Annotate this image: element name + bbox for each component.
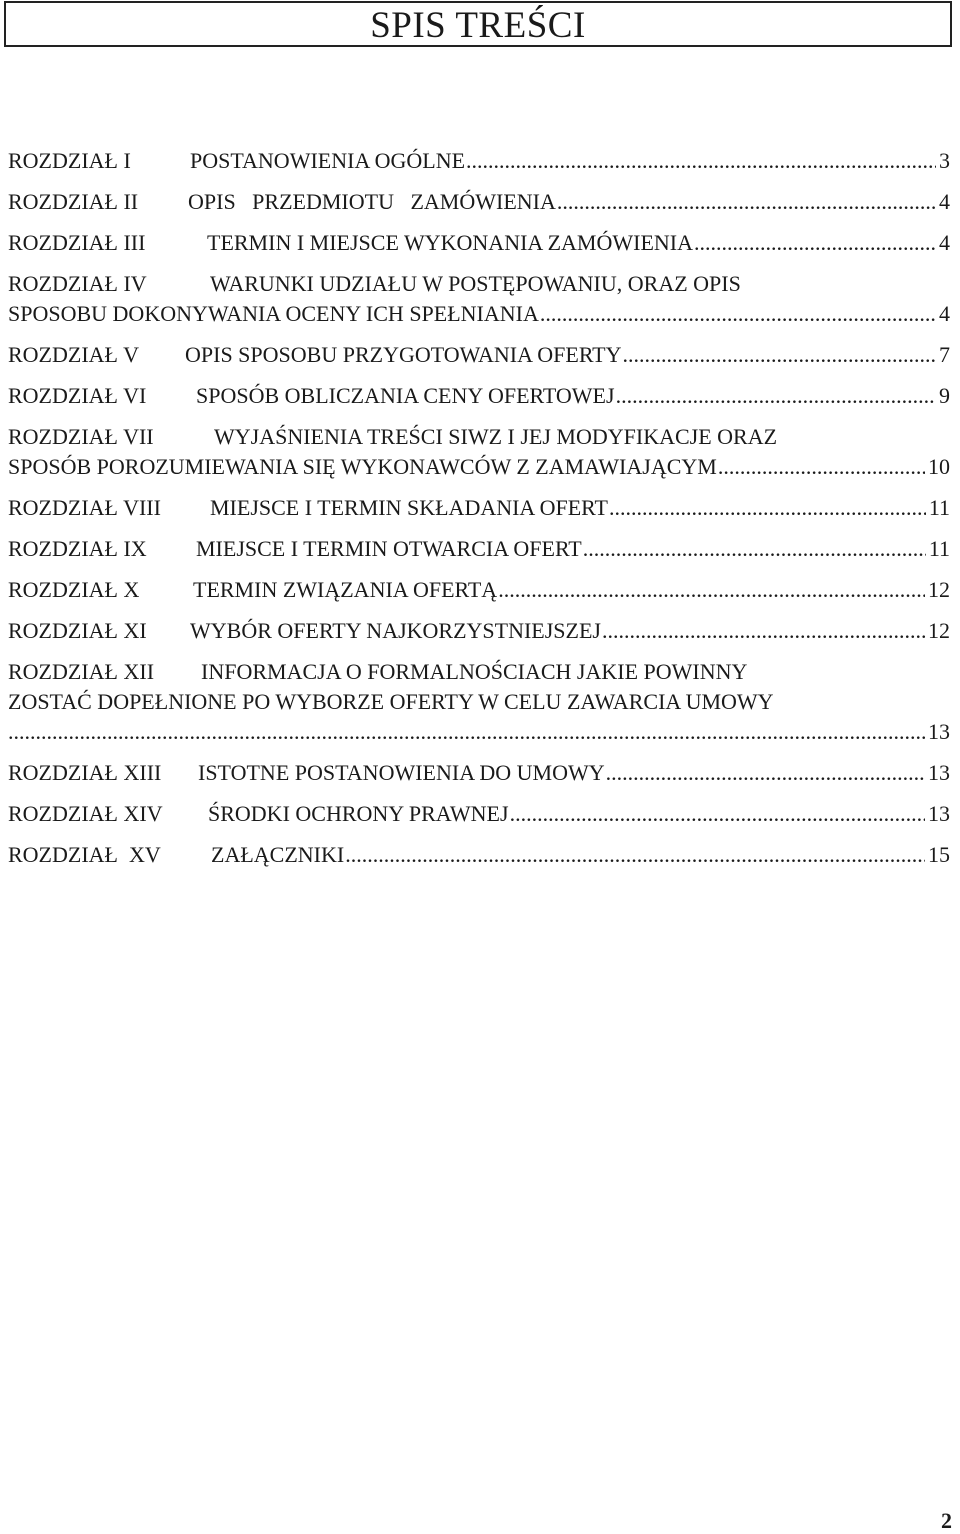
chapter-title: WYJAŚNIENIA TREŚCI SIWZ I JEJ MODYFIKACJE ORAZ [214, 424, 778, 449]
page-ref: 4 [939, 189, 950, 214]
page-ref: 9 [939, 383, 950, 408]
chapter-number: ROZDZIAŁ VII [8, 424, 154, 449]
dot-leader [509, 799, 925, 829]
chapter-title: ŚRODKI OCHRONY PRAWNEJ [208, 801, 509, 826]
page-ref: 13 [928, 801, 950, 826]
dot-leader [608, 493, 926, 523]
dot-leader [693, 228, 936, 258]
chapter-number: ROZDZIAŁ XIV [8, 801, 163, 826]
table-of-contents [8, 146, 950, 870]
page-ref: 13 [928, 719, 950, 744]
chapter-number: ROZDZIAŁ I [8, 148, 131, 173]
toc-entry[interactable] [8, 534, 950, 564]
dot-leader [605, 758, 925, 788]
chapter-number: ROZDZIAŁ IX [8, 536, 147, 561]
page-ref: 4 [939, 301, 950, 326]
page-ref: 12 [928, 618, 950, 643]
chapter-title: ZAŁĄCZNIKI [211, 842, 345, 867]
chapter-number: ROZDZIAŁ XI [8, 618, 147, 643]
chapter-number: ROZDZIAŁ XV [8, 842, 161, 867]
dot-leader [539, 299, 936, 329]
chapter-number: ROZDZIAŁ II [8, 189, 139, 214]
chapter-title: POSTANOWIENIA OGÓLNE [190, 148, 466, 173]
toc-entry[interactable] [8, 493, 950, 523]
dot-leader [344, 840, 925, 870]
page-ref: 4 [939, 230, 950, 255]
page-ref: 12 [928, 577, 950, 602]
chapter-title: TERMIN I MIEJSCE WYKONANIA ZAMÓWIENIA [207, 230, 693, 255]
toc-entry[interactable] [8, 422, 950, 482]
chapter-title-continued: SPOSOBU DOKONYWANIA OCENY ICH SPEŁNIANIA [8, 301, 539, 326]
toc-title: SPIS TREŚCI [370, 4, 586, 46]
chapter-title: MIEJSCE I TERMIN SKŁADANIA OFERT [210, 495, 608, 520]
dot-leader [717, 452, 925, 482]
chapter-title: WYBÓR OFERTY NAJKORZYSTNIEJSZEJ [190, 618, 601, 643]
page-ref: 11 [928, 536, 950, 561]
dot-leader [582, 534, 926, 564]
toc-entry[interactable] [8, 269, 950, 329]
chapter-title: WARUNKI UDZIAŁU W POSTĘPOWANIU, ORAZ OPIS [210, 271, 741, 296]
toc-title-box [4, 1, 952, 47]
page-ref: 3 [939, 148, 950, 173]
chapter-number: ROZDZIAŁ XII [8, 659, 155, 684]
chapter-number: ROZDZIAŁ III [8, 230, 146, 255]
chapter-number: ROZDZIAŁ VIII [8, 495, 161, 520]
toc-entry[interactable] [8, 146, 950, 176]
chapter-title: TERMIN ZWIĄZANIA OFERTĄ [193, 577, 498, 602]
dot-leader [465, 146, 936, 176]
toc-entry[interactable] [8, 840, 950, 870]
chapter-title: OPIS SPOSOBU PRZYGOTOWANIA OFERTY [185, 342, 622, 367]
chapter-number: ROZDZIAŁ IV [8, 271, 147, 296]
chapter-title: ISTOTNE POSTANOWIENIA DO UMOWY [198, 760, 605, 785]
page-ref: 7 [939, 342, 950, 367]
chapter-number: ROZDZIAŁ XIII [8, 760, 162, 785]
chapter-number: ROZDZIAŁ X [8, 577, 140, 602]
toc-entry[interactable] [8, 228, 950, 258]
chapter-title-continued: SPOSÓB POROZUMIEWANIA SIĘ WYKONAWCÓW Z ZAMAWIAJĄCYM [8, 454, 717, 479]
dot-leader [601, 616, 925, 646]
dot-leader [622, 340, 936, 370]
page-ref: 10 [928, 454, 950, 479]
toc-entry[interactable] [8, 575, 950, 605]
chapter-number: ROZDZIAŁ V [8, 342, 139, 367]
dot-leader [556, 187, 936, 217]
toc-entry[interactable] [8, 657, 950, 747]
chapter-title: OPIS PRZEDMIOTU ZAMÓWIENIA [188, 189, 556, 214]
page-ref: 13 [928, 760, 950, 785]
toc-entry[interactable] [8, 758, 950, 788]
toc-entry[interactable] [8, 340, 950, 370]
page-number: 2 [941, 1508, 952, 1533]
toc-entry[interactable] [8, 381, 950, 411]
page-ref: 11 [928, 495, 950, 520]
chapter-title: SPOSÓB OBLICZANIA CENY OFERTOWEJ [196, 383, 615, 408]
dot-leader [497, 575, 925, 605]
dot-leader [615, 381, 936, 411]
chapter-number: ROZDZIAŁ VI [8, 383, 147, 408]
toc-entry[interactable] [8, 616, 950, 646]
chapter-title: MIEJSCE I TERMIN OTWARCIA OFERT [196, 536, 582, 561]
page-ref: 15 [928, 842, 950, 867]
dot-leader [8, 717, 925, 747]
chapter-title-continued: ZOSTAĆ DOPEŁNIONE PO WYBORZE OFERTY W CELU ZAWARCIA UMOWY [8, 689, 774, 714]
toc-entry[interactable] [8, 187, 950, 217]
toc-entry[interactable] [8, 799, 950, 829]
chapter-title: INFORMACJA O FORMALNOŚCIACH JAKIE POWINNY [201, 659, 748, 684]
